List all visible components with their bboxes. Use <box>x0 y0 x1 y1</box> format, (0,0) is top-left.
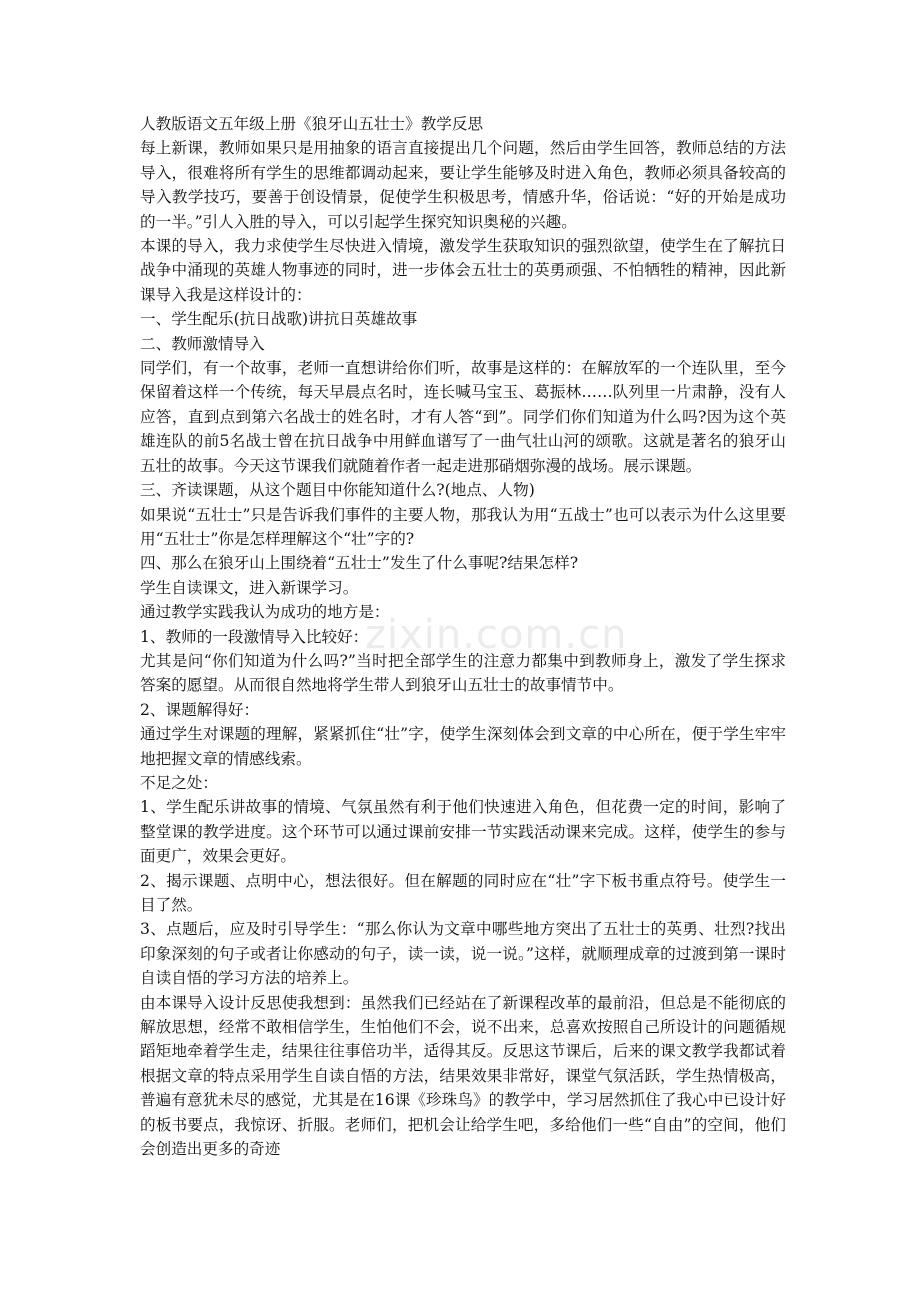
paragraph: 三、齐读课题，从这个题目中你能知道什么?(地点、人物) <box>140 481 535 500</box>
paragraph: 通过学生对课题的理解，紧紧抓住“壮”字，使学生深刻体会到文章的中心所在，便于学生牢牢地把握文章的情感线索。 <box>140 725 786 768</box>
paragraph: 1、教师的一段激情导入比较好： <box>140 627 369 646</box>
paragraph: 不足之处： <box>140 773 218 792</box>
paragraph: 同学们，有一个故事，老师一直想讲给你们听，故事是这样的：在解放军的一个连队里，至今保留着这样一个传统，每天早晨点名时，连长喊马宝玉、葛振林……队列里一片肃静，没有人应答，直到点到第六名战士的姓名时，才有人答“到”。同学们你们知道为什么吗?因为这个英雄连队的前5名战士曾在抗日战争中用鲜血谱写了一曲气壮山河的颂歌。这就是著名的狼牙山五壮的故事。今天这节课我们就随着作者一起走进那硝烟弥漫的战场。展示课题。 <box>140 359 786 475</box>
paragraph: 学生自读课文，进入新课学习。 <box>140 578 359 597</box>
paragraph: 由本课导入设计反思使我想到：虽然我们已经站在了新课程改革的最前沿，但总是不能彻底的解放思想，经常不敢相信学生，生怕他们不会，说不出来，总喜欢按照自己所设计的问题循规蹈矩地牵着学生走，结果往往事倍功半，适得其反。反思这节课后，后来的课文教学我都试着根据文章的特点采用学生自读自悟的方法，结果效果非常好，课堂气氛活跃，学生热情极高，普遍有意犹未尽的感觉，尤其是在16课《珍珠鸟》的教学中，学习居然抓住了我心中已设计好的板书要点，我惊讶、折服。老师们，把机会让给学生吧，多给他们一些“自由”的空间，他们会创造出更多的奇迹 <box>140 993 786 1159</box>
paragraph: 每上新课，教师如果只是用抽象的语言直接提出几个问题，然后由学生回答，教师总结的方法导入，很难将所有学生的思维都调动起来，要让学生能够及时进入角色，教师必须具备较高的导入教学技巧，要善于创设情景，促使学生积极思考，情感升华，俗话说：“好的开始是成功的一半。”引人入胜的导入，可以引起学生探究知识奥秘的兴趣。 <box>140 139 786 231</box>
paragraph: 如果说“五壮士”只是告诉我们事件的主要人物，那我认为用“五战士”也可以表示为什么这里要用“五壮士”你是怎样理解这个“壮”字的? <box>140 505 786 548</box>
document-body <box>140 112 786 1161</box>
paragraph: 2、课题解得好： <box>140 700 260 719</box>
document-title: 人教版语文五年级上册《狼牙山五壮士》教学反思 <box>140 115 484 133</box>
paragraph: 二、教师激情导入 <box>140 334 265 353</box>
paragraph: 1、学生配乐讲故事的情境、气氛虽然有利于他们快速进入角色，但花费一定的时间，影响了整堂课的教学进度。这个环节可以通过课前安排一节实践活动课来完成。这样，使学生的参与面更广，效果会更好。 <box>140 798 786 866</box>
paragraph: 本课的导入，我力求使学生尽快进入情境，激发学生获取知识的强烈欲望，使学生在了解抗日战争中涌现的英雄人物事迹的同时，进一步体会五壮士的英勇顽强、不怕牺牲的精神，因此新课导入我是这样设计的： <box>140 237 786 304</box>
watermark-text: zixin.com.cn <box>365 612 628 658</box>
paragraph: 3、点题后，应及时引导学生：“那么你认为文章中哪些地方突出了五壮士的英勇、壮烈?找出印象深刻的句子或者让你感动的句子，读一读，说一说。”这样，就顺理成章的过渡到第一课时自读自悟的学习方法的培养上。 <box>140 920 786 988</box>
paragraph: 2、揭示课题、点明中心，想法很好。但在解题的同时应在“壮”字下板书重点符号。使学生一目了然。 <box>140 871 786 914</box>
paragraph: 尤其是问“你们知道为什么吗?”当时把全部学生的注意力都集中到教师身上，激发了学生探求答案的愿望。从而很自然地将学生带人到狼牙山五壮士的故事情节中。 <box>140 651 786 695</box>
paragraph: 一、学生配乐(抗日战歌)讲抗日英雄故事 <box>140 310 418 329</box>
paragraph: 四、那么在狼牙山上围绕着“五壮士”发生了什么事呢?结果怎样? <box>140 554 579 573</box>
paragraph: 通过教学实践我认为成功的地方是： <box>140 603 390 622</box>
